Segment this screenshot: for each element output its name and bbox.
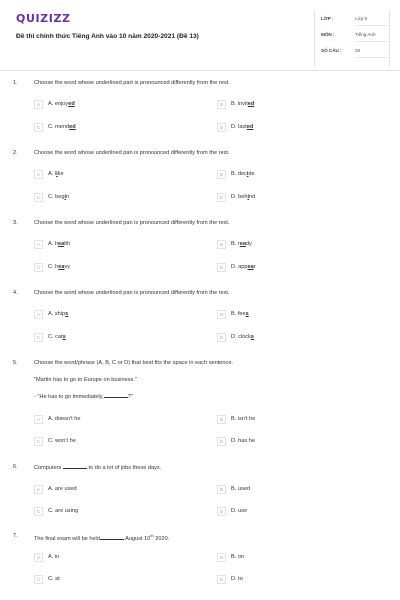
info-key: MÔN : xyxy=(321,32,335,37)
question-number: 3. xyxy=(13,220,18,226)
option-text: C. are using xyxy=(48,508,79,514)
option-letter: B xyxy=(217,310,226,319)
question-prompt: - "He has to go immediately, ?" xyxy=(34,394,133,400)
option-letter: D xyxy=(217,507,226,516)
question-number: 7. xyxy=(13,533,18,539)
info-value: Tiếng Anh xyxy=(355,32,376,37)
worksheet-header xyxy=(0,0,400,70)
info-line xyxy=(355,25,387,26)
option-letter: A xyxy=(34,170,43,179)
option-text: D. lasted xyxy=(231,124,254,130)
question-number: 4. xyxy=(13,290,18,296)
option-text: A. doesn't he xyxy=(48,416,81,422)
option-text: D. has he xyxy=(231,438,255,444)
question-quote: "Martin has to go to Europe on business." xyxy=(34,377,137,383)
question-text: Choose the word whose underlined pan is pronounced differently from the rest. xyxy=(34,290,230,296)
question-text: Choose the word whose underlined pan is pronounced differently from the rest. xyxy=(34,150,230,156)
option-letter: C xyxy=(34,507,43,516)
option-text: A. are used xyxy=(48,486,77,492)
option-letter: D xyxy=(217,333,226,342)
option-text: A. like xyxy=(48,171,64,177)
header-divider xyxy=(0,70,400,71)
option-text: D. clocks xyxy=(231,334,255,340)
option-letter: B xyxy=(217,240,226,249)
option-letter: A xyxy=(34,485,43,494)
quizizz-logo: QUIZIZZ xyxy=(16,12,71,25)
option-text: D. to xyxy=(231,576,243,582)
info-row-count xyxy=(321,48,387,60)
option-text: A. enjoyed xyxy=(48,101,75,107)
answer-blank xyxy=(63,464,87,469)
info-value: Lớp 9 xyxy=(355,16,367,21)
option-text: A. ships xyxy=(48,311,69,317)
option-text: D. behind xyxy=(231,194,256,200)
option-text: C. begin xyxy=(48,194,70,200)
question-text: Choose the word whose underlined pan is pronounced differently from the rest. xyxy=(34,220,230,226)
option-letter: A xyxy=(34,240,43,249)
option-letter: A xyxy=(34,553,43,562)
option-text: D. appear xyxy=(231,264,256,270)
question-number: 5. xyxy=(13,360,18,366)
option-text: B. ready xyxy=(231,241,252,247)
question-number: 2. xyxy=(13,150,18,156)
answer-blank xyxy=(100,535,124,540)
option-letter: C xyxy=(34,193,43,202)
option-text: A. health xyxy=(48,241,71,247)
answer-blank xyxy=(104,393,128,398)
option-letter: D xyxy=(217,193,226,202)
option-letter: C xyxy=(34,263,43,272)
info-line xyxy=(355,57,387,58)
info-line xyxy=(355,41,387,42)
option-text: B. used xyxy=(231,486,250,492)
option-text: B. fees xyxy=(231,311,249,317)
option-text: C. heavy xyxy=(48,264,71,270)
option-letter: D xyxy=(217,437,226,446)
question-text: Choose the word whose underlined part is pronounced differently from the rest. xyxy=(34,80,230,86)
question-number: 1. xyxy=(13,80,18,86)
option-letter: B xyxy=(217,485,226,494)
option-text: B. decide xyxy=(231,171,255,177)
question-number: 6. xyxy=(13,464,18,470)
option-text: C. at xyxy=(48,576,60,582)
info-box xyxy=(314,10,390,66)
option-text: C. mended xyxy=(48,124,76,130)
option-letter: A xyxy=(34,100,43,109)
info-value: 28 xyxy=(355,48,361,53)
question-text: Computers to do a lot of jobs these days. xyxy=(34,465,162,471)
option-text: C. won't he xyxy=(48,438,76,444)
option-letter: A xyxy=(34,310,43,319)
info-row-class xyxy=(321,16,387,28)
option-letter: A xyxy=(34,415,43,424)
option-text: C. cats xyxy=(48,334,66,340)
option-text: B. invited xyxy=(231,101,255,107)
info-row-subject xyxy=(321,32,387,44)
option-text: A. in xyxy=(48,554,60,560)
option-letter: C xyxy=(34,333,43,342)
page-title: Đề thi chính thức Tiếng Anh vào 10 năm 2020-2021 (Đề 13) xyxy=(16,33,199,40)
question-text: The final exam will be held August 10th 2020. xyxy=(34,533,170,542)
option-letter: D xyxy=(217,123,226,132)
option-letter: D xyxy=(217,575,226,584)
option-letter: B xyxy=(217,415,226,424)
question-text: Choose the word/phrase (A, B, C or D) that best fits the space in each sentence. xyxy=(34,360,233,366)
option-letter: D xyxy=(217,263,226,272)
info-key: SỐ CÂU : xyxy=(321,48,342,53)
option-text: B. isn't he xyxy=(231,416,256,422)
option-text: B. on xyxy=(231,554,245,560)
option-letter: B xyxy=(217,170,226,179)
option-letter: C xyxy=(34,575,43,584)
info-key: LỚP : xyxy=(321,16,334,21)
option-letter: B xyxy=(217,100,226,109)
option-letter: C xyxy=(34,123,43,132)
option-text: D. use xyxy=(231,508,248,514)
option-letter: B xyxy=(217,553,226,562)
option-letter: C xyxy=(34,437,43,446)
